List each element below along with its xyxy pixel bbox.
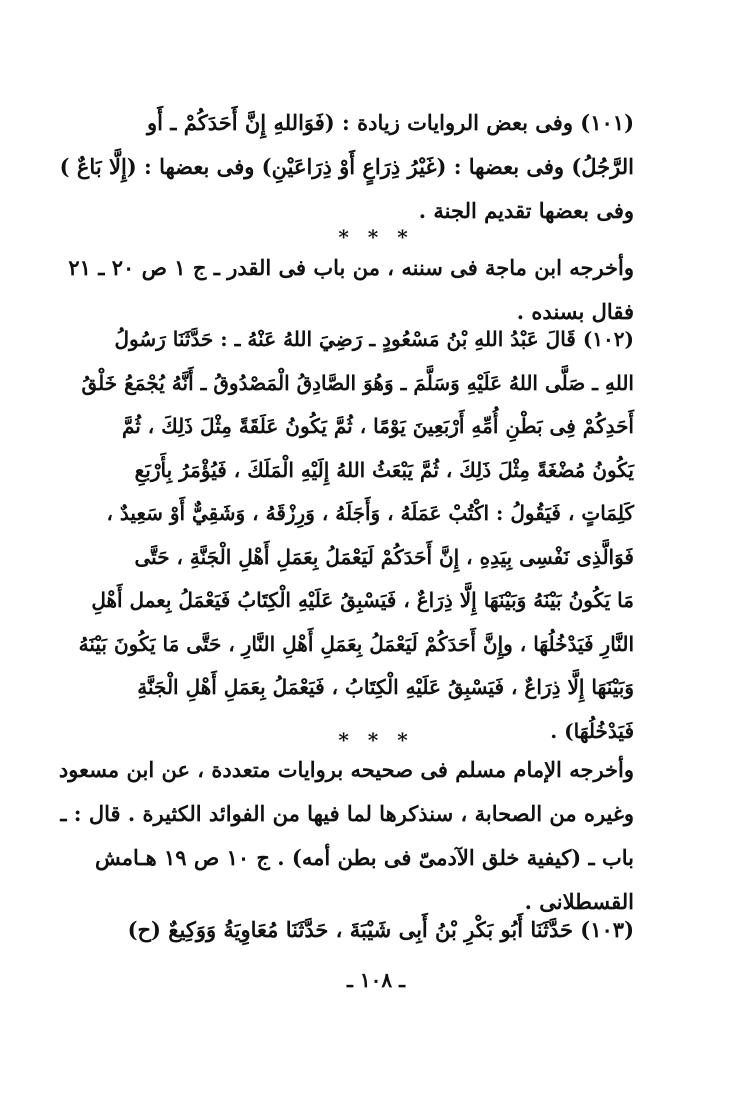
- text-line: وأخرجه ابن ماجة فى سننه ، من باب فى القدر ـ ج ١ ص ٢٠ ـ ٢١: [68, 255, 634, 280]
- text-line: وَبَيْنَهَا إِلَّا ذِرَاعٌ ، فَيَسْبِقُ عَلَيْهِ الْكِتَابُ ، فَيَعْمَلُ بِعَمَلِ أَهْلِ الْجَنَّةِ: [137, 675, 634, 699]
- text-line: فَوَالَّذِى نَفْسِى بِيَدِهِ ، إِنَّ أَحَدَكُمْ لَيَعْمَلُ بِعَمَلِ أَهْلِ الْجَنَّةِ ، حَتَّى: [134, 544, 634, 569]
- text-line: (١٠٢) قَالَ عَبْدُ اللهِ بْنُ مَسْعُودٍ ـ رَضِيَ اللهُ عَنْهُ ـ : حَدَّثَنَا رَسُولُ: [114, 327, 634, 351]
- text-line: النَّارِ فَيَدْخُلُهَا ، وإِنَّ أَحَدَكُمْ لَيَعْمَلُ بِعَمَلِ أَهْلِ النَّارِ ، حَتَّى مَا يَكُونَ بَيْنَهُ: [78, 631, 634, 656]
- text-line: باب ـ (كيفية خلق الآدمىّ فى بطن أمه) . ج ١٠ ص ١٩ هـامش: [95, 845, 634, 870]
- section-separator: * * *: [338, 728, 414, 752]
- text-line: أَحَدِكُمْ فِى بَطْنِ أُمِّهِ أَرْبَعِينَ يَوْمًا ، ثُمَّ يَكُونُ عَلَقَةً مِثْلَ ذَلِكَ ، ثُمَّ: [121, 414, 634, 438]
- text-line: مَا يَكُونُ بَيْنَهُ وَبَيْنَهَا إِلَّا ذِرَاعٌ ، فَيَسْبِقُ عَلَيْهِ الْكِتَابُ فَيَعْمَلُ بِعمل أَهْلِ: [91, 588, 634, 612]
- text-line: القسطلانى .: [524, 889, 634, 914]
- text-line: وفى بعضها تقديم الجنة .: [418, 198, 634, 223]
- paragraph-101: [59, 101, 634, 233]
- page-number: ـ ١٠٨ ـ: [347, 968, 405, 992]
- text-line: يَكُونُ مُضْغَةً مِثْلَ ذَلِكَ ، ثُمَّ يَبْعَثُ اللهُ إِلَيْهِ الْمَلَكَ ، فَيُؤْمَرُ بِأَرْبَعِ: [134, 457, 634, 482]
- text-line: وغيره من الصحابة ، سنذكرها لما فيها من الفوائد الكثيرة . قال : ـ: [60, 801, 634, 826]
- text-line: اللهِ ـ صَلَّى اللهُ عَلَيْهِ وَسَلَّمَ ـ وَهُوَ الصَّادِقُ الْمَصْدُوقُ ـ أَنَّهُ يُجْمَعُ خَلْقُ: [81, 370, 634, 395]
- text-line: الرَّجُلُ) وفى بعضها : (غَيْرُ ذِرَاعٍ أَوْ ذِرَاعَيْنِ) وفى بعضها : (إِلَّا بَاعٌ ): [59, 154, 634, 179]
- text-line: (١٠٣) حَدَّثَنَا أَبُو بَكْرِ بْنُ أَبِى شَيْبَةَ ، حَدَّثَنَا مُعَاوِيَةُ وَوَكِيعٌ (ح): [127, 917, 634, 942]
- section-separator: * * *: [338, 225, 414, 249]
- paragraph-muslim: [58, 748, 634, 924]
- text-line: كَلِمَاتٍ ، فَيَقُولُ : اكْتُبْ عَمَلَهُ ، وَأَجَلَهُ ، وَرِزْقَهُ ، وَشَقِيٌّ أَوْ سَعِيدٌ ،: [106, 501, 634, 525]
- text-line: فَيَدْخُلُهَا) .: [550, 718, 634, 743]
- text-line: وأخرجه الإمام مسلم فى صحيحه بروايات متعددة ، عن ابن مسعود: [58, 757, 634, 782]
- text-line: (١٠١) وفى بعض الروايات زيادة : (فَوَاللهِ إِنَّ أَحَدَكُمْ ـ أَو: [147, 110, 634, 135]
- paragraph-102: [78, 318, 634, 753]
- text-line: فقال بسنده .: [516, 299, 634, 324]
- paragraph-103: [78, 908, 634, 952]
